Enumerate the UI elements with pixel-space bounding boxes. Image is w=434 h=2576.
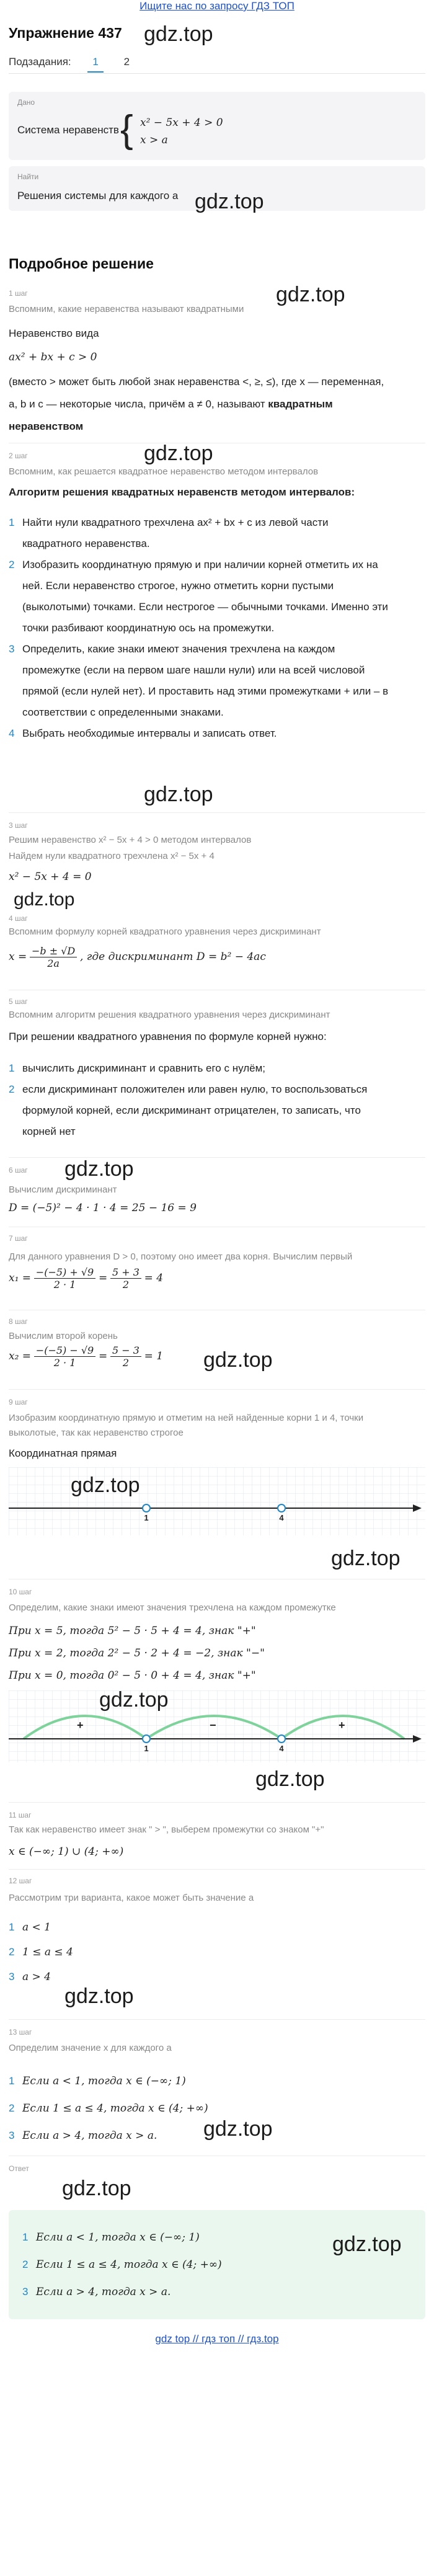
given-eq-1: x² − 5x + 4 > 0 bbox=[140, 117, 223, 129]
algorithm-title: Алгоритм решения квадратных неравенств методом интервалов: bbox=[9, 486, 355, 498]
step-hint: Изобразим координатную прямую и отметим на ней найденные корни 1 и 4, точки bbox=[9, 1413, 364, 1423]
sign-check: При x = 2, тогда 2² − 5 · 2 + 4 = −2, знак "−" bbox=[9, 1647, 265, 1659]
fraction bbox=[110, 1344, 141, 1369]
case: 1 ≤ a ≤ 4 bbox=[22, 1946, 73, 1958]
step-label: 7 шаг bbox=[9, 1234, 28, 1243]
result: = 4 bbox=[144, 1271, 164, 1284]
discriminant-calc: D = (−5)² − 4 · 1 · 4 = 25 − 16 = 9 bbox=[9, 1202, 197, 1214]
list-line: квадратного неравенства. bbox=[22, 538, 150, 549]
step-hint: Вспомним алгоритм решения квадратного уравнения через дискриминант bbox=[9, 1010, 330, 1020]
list-item: 1 a < 1 bbox=[9, 1921, 51, 1934]
sign-check: При x = 5, тогда 5² − 5 · 5 + 4 = 4, знак "+" bbox=[9, 1625, 256, 1637]
step-hint: Рассмотрим три варианта, какое может быть значение a bbox=[9, 1893, 254, 1903]
step-label: 13 шаг bbox=[9, 2028, 32, 2036]
step-hint: выколотые, так как неравенство строгое bbox=[9, 1428, 184, 1438]
answer-item: Если a > 4, тогда x > a. bbox=[36, 2286, 171, 2298]
fraction bbox=[110, 1266, 141, 1290]
open-point bbox=[143, 1504, 150, 1512]
step-hint: Определим, какие знаки имеют значения трехчлена на каждом промежутке bbox=[9, 1602, 336, 1613]
watermark: gdz.top bbox=[64, 1984, 134, 2008]
divider bbox=[9, 812, 425, 813]
step-label: 9 шаг bbox=[9, 1398, 28, 1406]
numerator: −(−5) + √9 bbox=[34, 1266, 95, 1279]
tick-label: 4 bbox=[279, 1513, 284, 1522]
step-label: 1 шаг bbox=[9, 289, 28, 298]
fraction bbox=[34, 1266, 95, 1290]
watermark: gdz.top bbox=[203, 2117, 273, 2141]
watermark: gdz.top bbox=[71, 1473, 140, 1497]
subtask-label: Подзадания: bbox=[9, 56, 71, 68]
list-item: 1 Найти нули квадратного трехчлена ax² + bx + c из левой части bbox=[9, 517, 329, 528]
list-item: 2 1 ≤ a ≤ 4 bbox=[9, 1946, 73, 1958]
step-label: 4 шаг bbox=[9, 914, 28, 923]
step-hint: Так как неравенство имеет знак " > ", выберем промежутки со знаком "+" bbox=[9, 1824, 324, 1835]
watermark: gdz.top bbox=[203, 1348, 273, 1372]
list-item: 1 Если a < 1, тогда x ∈ (−∞; 1) bbox=[22, 2231, 200, 2244]
numerator: −b ± √D bbox=[30, 945, 77, 957]
list-line: Определить, какие знаки имеют значения трехчлена на каждом bbox=[22, 643, 335, 655]
list-line: корней нет bbox=[22, 1126, 76, 1137]
list-item: 1 Если a < 1, тогда x ∈ (−∞; 1) bbox=[9, 2075, 186, 2087]
list-line: ней. Если неравенство строгое, нужно отметить корни пустыми bbox=[22, 580, 334, 592]
formula-rest: , где дискриминант D = b² − 4ac bbox=[79, 950, 266, 963]
step-text bbox=[9, 398, 333, 411]
denominator: 2 · 1 bbox=[53, 1357, 76, 1369]
top-banner-link[interactable]: Ищите нас по запросу ГДЗ ТОП bbox=[140, 0, 294, 12]
list-line: точки разбивают координатную ось на промежутки. bbox=[22, 622, 275, 634]
divider bbox=[9, 2019, 425, 2020]
list-line: прямой (если нулей нет). И проставить над этими промежутками + или – в bbox=[22, 685, 389, 697]
step-hint: Определим значение x для каждого a bbox=[9, 2043, 172, 2053]
case-solution: Если 1 ≤ a ≤ 4, тогда x ∈ (4; +∞) bbox=[22, 2102, 208, 2115]
list-line: промежутке (если на первом шаге нашли нули) или на всей числовой bbox=[22, 664, 365, 676]
divider bbox=[9, 1389, 425, 1390]
list-item: 3 Определить, какие знаки имеют значения трехчлена на каждом bbox=[9, 643, 335, 655]
step-label: 11 шаг bbox=[9, 1811, 32, 1819]
answer-list bbox=[22, 2224, 222, 2306]
watermark: gdz.top bbox=[144, 22, 213, 46]
root-2-calc bbox=[9, 1344, 163, 1369]
step-text: При решении квадратного уравнения по формуле корней нужно: bbox=[9, 1031, 327, 1042]
step-hint: Вычислим второй корень bbox=[9, 1331, 118, 1341]
formula-lhs: x = bbox=[9, 950, 27, 963]
bold-term: квадратным bbox=[268, 398, 333, 410]
divider bbox=[9, 1869, 425, 1870]
numerator: 5 − 3 bbox=[110, 1344, 141, 1357]
watermark: gdz.top bbox=[99, 1688, 169, 1712]
algorithm-list bbox=[9, 512, 388, 744]
cases-solution-list bbox=[9, 2067, 208, 2149]
subtask-tabs bbox=[9, 56, 147, 68]
list-line: Найти нули квадратного трехчлена ax² + bx + c из левой части bbox=[22, 517, 329, 528]
formula-lhs: x₂ = bbox=[9, 1349, 32, 1362]
sign-chart bbox=[9, 1690, 425, 1762]
given-card bbox=[9, 92, 425, 160]
equals: = bbox=[98, 1349, 108, 1362]
answer-item: Если 1 ≤ a ≤ 4, тогда x ∈ (4; +∞) bbox=[36, 2258, 222, 2271]
watermark: gdz.top bbox=[255, 1767, 325, 1791]
step-label: 2 шаг bbox=[9, 451, 28, 460]
system-brace: { bbox=[120, 108, 133, 151]
numerator: −(−5) − √9 bbox=[34, 1344, 95, 1357]
watermark: gdz.top bbox=[195, 190, 264, 213]
watermark: gdz.top bbox=[144, 442, 213, 465]
list-item: 3 a > 4 bbox=[9, 1971, 51, 1983]
watermark: gdz.top bbox=[331, 1547, 401, 1570]
step-hint: Вспомним формулу корней квадратного уравнения через дискриминант bbox=[9, 926, 321, 937]
step-label: 10 шаг bbox=[9, 1588, 32, 1596]
tick-label: 4 bbox=[279, 1744, 284, 1753]
tick-label: 1 bbox=[144, 1744, 149, 1753]
list-item: 2 Изобразить координатную прямую и при наличии корней отметить их на bbox=[9, 559, 378, 571]
list-line: формулой корней, если дискриминант отрицателен, то записать, что bbox=[22, 1104, 361, 1116]
quadratic-form: ax² + bx + c > 0 bbox=[9, 351, 97, 363]
formula-lhs: x₁ = bbox=[9, 1271, 32, 1284]
case: a < 1 bbox=[22, 1921, 51, 1934]
sign-label: + bbox=[77, 1719, 84, 1731]
footer-link[interactable]: gdz top // гдз топ // гдз.top bbox=[155, 2333, 279, 2345]
step-hint: Вычислим дискриминант bbox=[9, 1184, 117, 1195]
numerator: 5 + 3 bbox=[110, 1266, 141, 1279]
tabs-divider bbox=[9, 73, 425, 74]
case: a > 4 bbox=[22, 1971, 51, 1983]
equation: x² − 5x + 4 = 0 bbox=[9, 871, 92, 883]
step-text-part: a, b и c — некоторые числа, причём a ≠ 0, называют bbox=[9, 398, 265, 410]
watermark: gdz.top bbox=[14, 889, 75, 910]
list-item: 2 если дискриминант положителен или равен нулю, то воспользоваться bbox=[9, 1083, 368, 1095]
step-text: Неравенство вида bbox=[9, 327, 99, 339]
tab-2[interactable]: 2 bbox=[123, 56, 130, 68]
find-label: Найти bbox=[17, 172, 39, 181]
list-item: 3 Если a > 4, тогда x > a. bbox=[22, 2286, 171, 2298]
find-text: Решения системы для каждого a bbox=[17, 190, 179, 202]
denominator: 2 · 1 bbox=[53, 1279, 76, 1290]
sign-label: + bbox=[339, 1719, 345, 1731]
step-hint: Вспомним, как решается квадратное неравенство методом интервалов bbox=[9, 466, 319, 477]
watermark: gdz.top bbox=[332, 2232, 402, 2256]
open-point bbox=[278, 1735, 285, 1743]
equals: = bbox=[98, 1271, 108, 1284]
denominator: 2a bbox=[47, 957, 60, 969]
inequality-solution: x ∈ (−∞; 1) ∪ (4; +∞) bbox=[9, 1845, 124, 1858]
step-hint: Для данного уравнения D > 0, поэтому оно имеет два корня. Вычислим первый bbox=[9, 1251, 353, 1262]
step-hint: Решим неравенство x² − 5x + 4 > 0 методом интервалов bbox=[9, 835, 252, 845]
step-text: (вместо > может быть любой знак неравенства <, ≥, ≤), где x — переменная, bbox=[9, 376, 384, 388]
watermark: gdz.top bbox=[64, 1157, 134, 1181]
answer-card bbox=[9, 2210, 425, 2319]
exercise-title: Упражнение 437 bbox=[9, 25, 122, 41]
list-line: если дискриминант положителен или равен нулю, то воспользоваться bbox=[22, 1083, 368, 1095]
step-label: 3 шаг bbox=[9, 821, 28, 830]
list-line: Выбрать необходимые интервалы и записать ответ. bbox=[22, 727, 277, 739]
fraction bbox=[30, 945, 77, 969]
list-item: 3 Если a > 4, тогда x > a. bbox=[9, 2130, 157, 2142]
step-label: 6 шаг bbox=[9, 1166, 28, 1175]
list-line: Изобразить координатную прямую и при наличии корней отметить их на bbox=[22, 559, 378, 571]
list-line: (выколотыми) точками. Если нестрогое — обычными точками. Именно эти bbox=[22, 601, 388, 613]
step-hint: Вспомним, какие неравенства называют квадратными bbox=[9, 304, 244, 314]
number-line-title: Координатная прямая bbox=[9, 1447, 117, 1459]
denominator: 2 bbox=[122, 1279, 130, 1290]
watermark: gdz.top bbox=[144, 783, 213, 806]
discriminant-list bbox=[9, 1058, 367, 1142]
denominator: 2 bbox=[122, 1357, 130, 1369]
list-line: соответствии с определенными знаками. bbox=[22, 706, 224, 718]
bold-term: неравенством bbox=[9, 420, 84, 432]
list-item: 2 Если 1 ≤ a ≤ 4, тогда x ∈ (4; +∞) bbox=[22, 2258, 222, 2271]
given-eq-2: x > a bbox=[140, 134, 168, 146]
tab-1[interactable]: 1 bbox=[87, 56, 103, 73]
list-item: 2 Если 1 ≤ a ≤ 4, тогда x ∈ (4; +∞) bbox=[9, 2102, 208, 2115]
given-text: Система неравенств bbox=[17, 124, 119, 136]
step-label: 5 шаг bbox=[9, 997, 28, 1006]
answer-label: Ответ bbox=[9, 2164, 29, 2173]
watermark: gdz.top bbox=[62, 2177, 131, 2200]
divider bbox=[9, 1802, 425, 1803]
solution-title: Подробное решение bbox=[9, 255, 154, 272]
step-label: 12 шаг bbox=[9, 1876, 32, 1885]
step-label: 8 шаг bbox=[9, 1317, 28, 1326]
list-item: 1 вычислить дискриминант и сравнить его с нулём; bbox=[9, 1062, 266, 1074]
list-line: вычислить дискриминант и сравнить его с нулём; bbox=[22, 1062, 266, 1074]
case-solution: Если a < 1, тогда x ∈ (−∞; 1) bbox=[22, 2075, 186, 2087]
open-point bbox=[143, 1735, 150, 1743]
sign-check: При x = 0, тогда 0² − 5 · 0 + 4 = 4, знак "+" bbox=[9, 1669, 256, 1682]
fraction bbox=[34, 1344, 95, 1369]
list-item: 4 Выбрать необходимые интервалы и записать ответ. bbox=[9, 727, 277, 739]
answer-item: Если a < 1, тогда x ∈ (−∞; 1) bbox=[36, 2231, 200, 2244]
result: = 1 bbox=[144, 1349, 164, 1362]
root-formula bbox=[9, 945, 266, 969]
sign-label: − bbox=[210, 1719, 216, 1731]
case-solution: Если a > 4, тогда x > a. bbox=[22, 2130, 157, 2142]
open-point bbox=[278, 1504, 285, 1512]
watermark: gdz.top bbox=[276, 283, 345, 306]
step-hint: Найдем нули квадратного трехчлена x² − 5x + 4 bbox=[9, 851, 215, 861]
cases-list bbox=[9, 1915, 73, 1989]
root-1-calc bbox=[9, 1266, 163, 1290]
tick-label: 1 bbox=[144, 1513, 149, 1522]
given-label: Дано bbox=[17, 98, 35, 107]
